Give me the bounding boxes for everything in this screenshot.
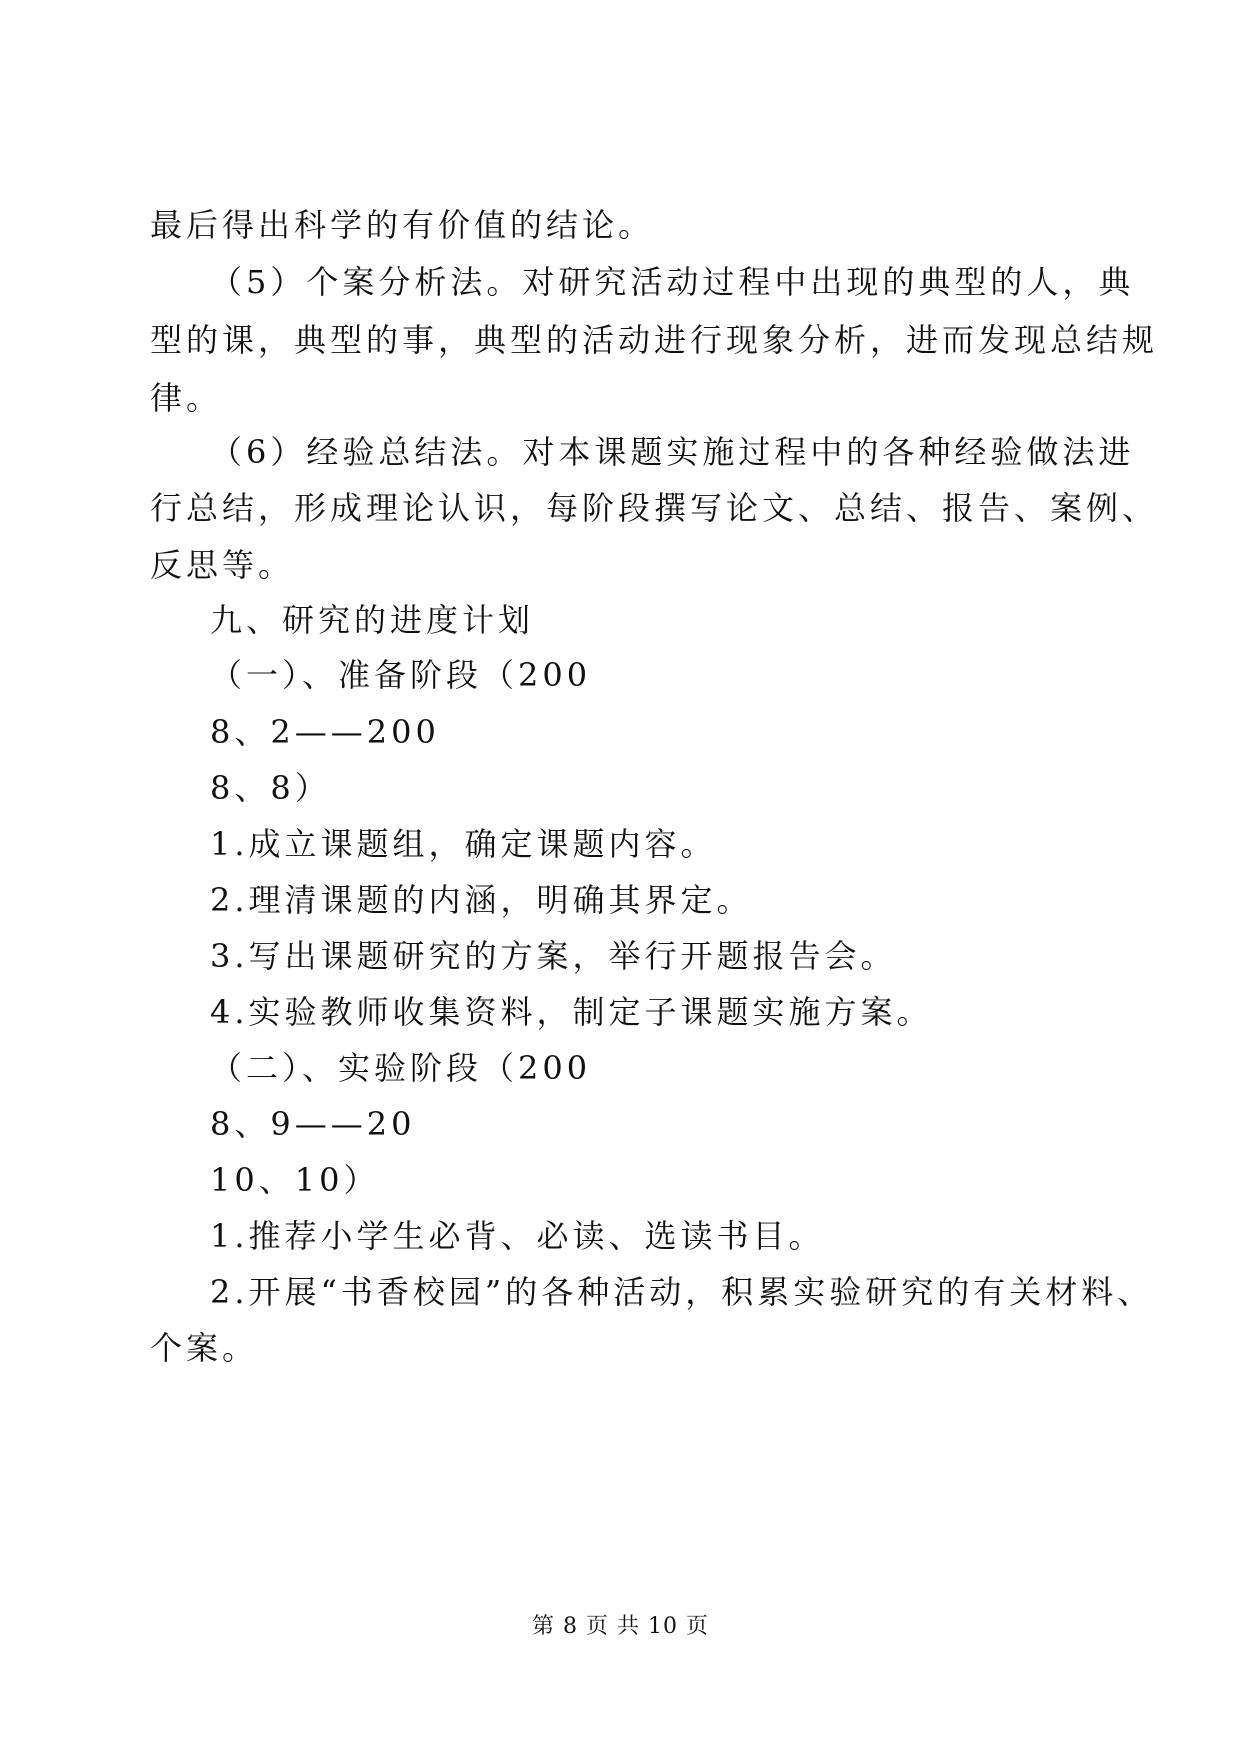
- text-line-3: 型的课，典型的事，典型的活动进行现象分析，进而发现总结规: [150, 321, 1159, 359]
- text-line-7: 反思等。: [150, 546, 295, 584]
- stage-dates-1a: 8、2——200: [210, 713, 440, 751]
- text-line-5: （6）经验总结法。对本课题实施过程中的各种经验做法进: [210, 433, 1135, 471]
- list-item-1-2: 2.理清课题的内涵，明确其界定。: [210, 881, 753, 919]
- stage-heading-2: （二）、实验阶段（200: [210, 1049, 592, 1087]
- list-item-1-4: 4.实验教师收集资料，制定子课题实施方案。: [210, 993, 933, 1031]
- section-heading-9: 九、研究的进度计划: [210, 601, 535, 639]
- stage-dates-1b: 8、8）: [210, 769, 331, 807]
- list-item-2-2-cont: 个案。: [150, 1329, 259, 1367]
- list-item-1-3: 3.写出课题研究的方案，举行开题报告会。: [210, 937, 897, 975]
- text-line-4: 律。: [150, 379, 223, 417]
- list-item-2-2: 2.开展“书香校园”的各种活动，积累实验研究的有关材料、: [210, 1273, 1154, 1311]
- stage-dates-2a: 8、9——20: [210, 1105, 416, 1143]
- stage-heading-1: （一）、准备阶段（200: [210, 656, 592, 694]
- page-footer: 第 8 页 共 10 页: [532, 1614, 709, 1639]
- list-item-1-1: 1.成立课题组，确定课题内容。: [210, 825, 717, 863]
- text-line-2: （5）个案分析法。对研究活动过程中出现的典型的人，典: [210, 263, 1135, 301]
- stage-dates-2b: 10、10）: [210, 1161, 380, 1199]
- text-line-6: 行总结，形成理论认识，每阶段撰写论文、总结、报告、案例、: [150, 489, 1159, 527]
- list-item-2-1: 1.推荐小学生必背、必读、选读书目。: [210, 1217, 825, 1255]
- text-line-1: 最后得出科学的有价值的结论。: [150, 206, 655, 244]
